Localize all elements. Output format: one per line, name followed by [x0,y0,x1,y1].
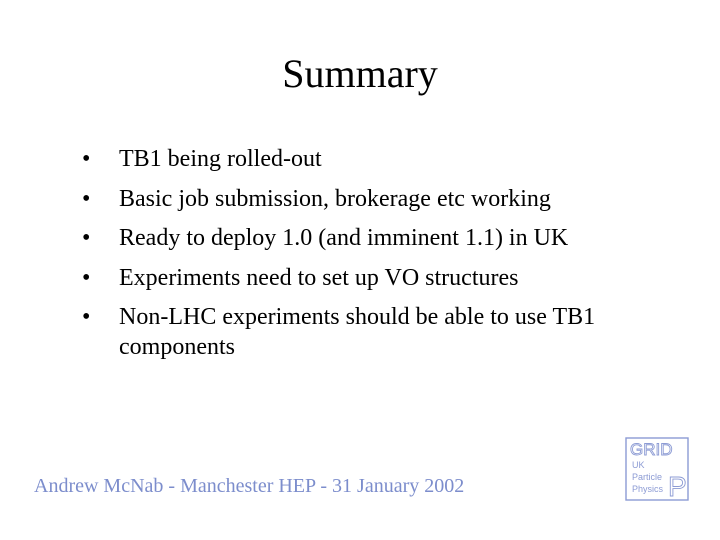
bullet-marker: • [82,225,91,251]
bullet-item [82,302,682,362]
bullet-item [82,144,682,174]
logo-grid-text: GRID [630,440,673,459]
slide-footer: Andrew McNab - Manchester HEP - 31 January 2002 [34,475,465,497]
bullet-marker: • [82,146,91,172]
bullet-text: Ready to deploy 1.0 (and imminent 1.1) in UK [119,225,569,251]
bullet-item [82,184,682,214]
gridpp-logo-icon [625,437,689,501]
logo-particle-text: Particle [632,472,663,482]
logo-uk-text: UK [632,460,645,470]
bullet-item [82,223,682,253]
bullet-text: TB1 being rolled-out [119,146,322,172]
bullet-text: Non-LHC experiments should be able to use TB1 components [119,304,596,360]
logo-p-text: P [668,471,687,501]
logo-physics-text: Physics [632,484,664,494]
bullet-item [82,263,682,293]
bullet-marker: • [82,185,91,212]
bullet-marker: • [82,264,91,291]
bullet-text: Experiments need to set up VO structures [119,264,519,291]
bullet-list [82,144,682,362]
bullet-text: Basic job submission, brokerage etc working [119,185,551,212]
bullet-marker: • [82,304,91,330]
slide-title: Summary [282,51,438,96]
